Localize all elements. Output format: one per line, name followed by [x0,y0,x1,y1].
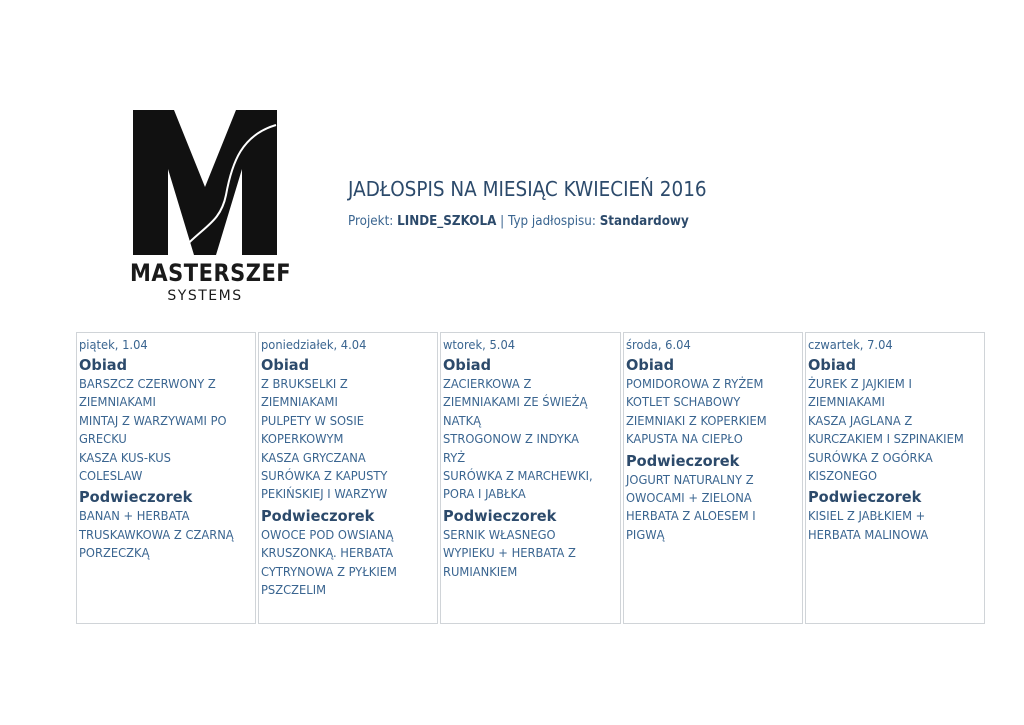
meal-item: BARSZCZ CZERWONY Z [79,376,216,391]
day-date: piątek, 1.04 [79,337,148,352]
meal-item: NATKĄ [443,412,482,428]
day-date: wtorek, 5.04 [443,337,516,352]
meal-item: ZIEMNIAKAMI [79,394,156,410]
logo-subtitle: SYSTEMS [167,288,243,304]
meal-item: JOGURT NATURALNY Z [625,471,754,487]
meal-item: KASZA GRYCZANA [261,449,366,465]
meal-item: ZIEMNIAKAMI [807,394,885,410]
meal-item: GRECKU [79,431,127,447]
project-label: Projekt: [348,214,394,229]
meal-item: POMIDOROWA Z RYŻEM [625,376,764,391]
meal-item: KURCZAKIEM I SZPINAKIEM [807,431,964,447]
meal-item: SURÓWKA Z OGÓRKA [807,449,933,465]
meal-item: PORA I JABŁKA [443,486,527,502]
meal-item: KISZONEGO [807,468,877,484]
meal-items [79,507,253,562]
meal-title: Obiad [261,356,310,374]
meal-items [261,375,435,504]
meal-items [261,526,435,600]
logo-m-mark [130,107,280,259]
meal-item: KISIEL Z JABŁKIEM + [807,508,926,524]
meal-item: TRUSKAWKOWA Z CZARNĄ [79,526,234,542]
meal-item: SERNIK WŁASNEGO [443,526,556,542]
meal-item: MINTAJ Z WARZYWAMI PO [79,412,227,428]
meal-item: OWOCAMI + ZIELONA [625,490,752,506]
meal-item: ZIEMNIAKI Z KOPERKIEM [625,412,767,428]
meal-item: CYTRYNOWA Z PYŁKIEM [261,563,398,579]
meal-item: HERBATA MALINOWA [807,526,929,542]
meal-item: PULPETY W SOSIE [261,412,365,428]
menu-type-value: Standardowy [599,214,689,229]
meal-item: ZIEMNIAKAMI [261,394,339,410]
meal-title: Obiad [807,356,856,374]
meal-item: BANAN + HERBATA [79,508,190,524]
meal-title: Obiad [443,356,492,374]
day-date: czwartek, 7.04 [807,337,893,352]
day-date: poniedziałek, 4.04 [261,337,367,352]
meal-item: COLESLAW [79,468,143,484]
meal-title: Obiad [79,356,128,374]
meal-item: SURÓWKA Z MARCHEWKI, [443,468,594,484]
meal-items [79,375,253,485]
page-subtitle [348,214,689,229]
meal-item: KOTLET SCHABOWY [625,394,740,410]
day-column [76,332,256,624]
separator: | [500,214,505,229]
meal-title: Podwieczorek [443,506,557,525]
meal-item: RYŻ [443,449,466,465]
meal-item: WYPIEKU + HERBATA Z [443,545,577,561]
logo [130,107,292,307]
meal-item: ZIEMNIAKAMI ZE ŚWIEŻĄ [443,394,588,410]
meal-item: KASZA KUS-KUS [79,449,171,465]
meal-items [443,375,617,504]
meal-items [808,375,982,485]
project-value: LINDE_SZKOLA [397,214,497,229]
meal-item: SURÓWKA Z KAPUSTY [261,468,388,484]
meal-item: PEKIŃSKIEJ I WARZYW [261,486,388,502]
meal-title: Podwieczorek [807,488,922,507]
meal-item: HERBATA Z ALOESEM I [625,508,756,524]
meal-title: Podwieczorek [79,488,193,507]
meal-item: RUMIANKIEM [443,563,518,579]
day-column [623,332,803,624]
meal-item: ZACIERKOWA Z [443,376,532,391]
meal-item: OWOCE POD OWSIANĄ [261,526,394,542]
menu-table [76,332,985,624]
meal-item: KRUSZONKĄ. HERBATA [261,545,394,561]
meal-item: STROGONOW Z INDYKA [443,431,580,447]
meal-title: Obiad [625,356,674,374]
meal-item: KASZA JAGLANA Z [807,412,913,428]
meal-item: KAPUSTA NA CIEPŁO [625,431,743,447]
meal-item: Z BRUKSELKI Z [261,376,349,391]
meal-title: Podwieczorek [261,506,375,525]
day-column [258,332,438,624]
page-title: JADŁOSPIS NA MIESIĄC KWIECIEŃ 2016 [348,177,707,201]
meal-items [443,526,617,581]
meal-item: PIGWĄ [625,526,665,542]
day-column [805,332,985,624]
meal-item: KOPERKOWYM [261,431,344,447]
meal-title: Podwieczorek [625,451,739,470]
logo-wordmark: MASTERSZEF [130,259,292,287]
meal-items [626,375,800,449]
day-column [440,332,620,624]
day-date: środa, 6.04 [625,337,691,352]
meal-item: PORZECZKĄ [79,545,150,561]
meal-item: PSZCZELIM [261,582,327,598]
meal-items [808,507,982,544]
menu-type-label: Typ jadłospisu: [508,214,596,229]
meal-item: ŻUREK Z JAJKIEM I [807,376,912,391]
meal-items [626,471,800,545]
